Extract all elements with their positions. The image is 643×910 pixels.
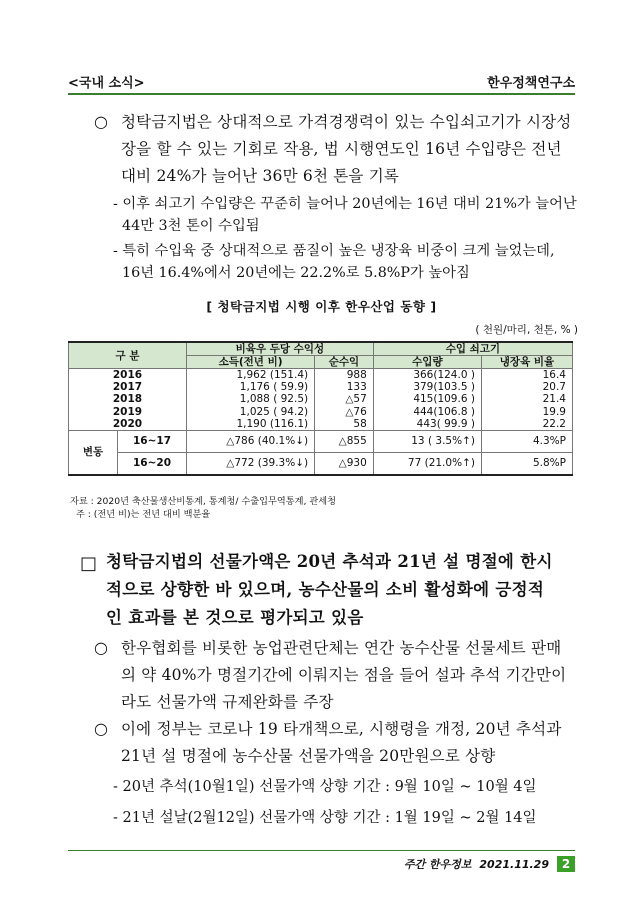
text-line: 16년 16.4%에서 20년에는 22.2%로 5.8%P가 높아짐 (122, 265, 470, 281)
net-cell: 988 (315, 369, 374, 382)
paragraph-association-claim (121, 635, 581, 716)
table-column-header: 순수익 (315, 356, 374, 369)
paragraph-government-action (121, 716, 581, 770)
chuseok-period: - 20년 추석(10월1일) 선물가액 상향 기간 : 9월 10일 ~ 10월 4일 (113, 779, 537, 795)
table-row (69, 393, 573, 405)
table-column-header: 냉장육 비율 (481, 356, 572, 369)
table-column-header: 수입량 (373, 356, 481, 369)
volume-cell: 13 ( 3.5%↑) (373, 430, 481, 452)
net-cell: △855 (315, 430, 374, 452)
organization-name: 한우정책연구소 (487, 76, 575, 91)
table-column-header: 소득(전년 비) (187, 356, 315, 369)
year-cell: 2018 (69, 393, 187, 405)
income-cell: △786 (40.1%↓) (187, 430, 315, 452)
table-unit: ( 천원/마리, 천톤, % ) (475, 324, 578, 336)
year-cell: 2016 (69, 369, 187, 382)
page-header (68, 70, 575, 92)
chilled-cell: 16.4 (481, 369, 572, 382)
paragraph-import-growth (121, 109, 581, 190)
section-heading-gift-limit (106, 548, 576, 632)
note-line: 주 : (전년 비)는 전년 대비 백분율 (76, 509, 211, 520)
income-cell: △772 (39.3%↓) (187, 452, 315, 475)
page-footer (404, 856, 575, 872)
income-cell: 1,088 ( 92.5) (187, 393, 315, 405)
text-line: 21년 설 명절에 농수산물 선물가액을 20만원으로 상향 (121, 747, 496, 765)
table-source (70, 495, 336, 521)
table-row (69, 430, 573, 452)
chilled-cell: 20.7 (481, 381, 572, 393)
industry-trend-table (68, 341, 573, 476)
chilled-cell: 21.4 (481, 393, 572, 405)
circle-bullet: ○ (94, 638, 108, 657)
text-line: 대비 24%가 늘어난 36만 6천 톤을 기록 (121, 167, 400, 185)
text-line: 의 약 40%가 명절기간에 이뤄지는 점을 들어 설과 추석 기간만이 (121, 666, 567, 684)
paragraph-import-trend (113, 193, 583, 237)
volume-cell: 366(124.0 ) (373, 369, 481, 382)
footer-divider (68, 850, 575, 851)
text-line: 44만 3천 톤이 수입됨 (122, 218, 260, 234)
paragraph-chilled-share (113, 240, 583, 284)
publication-name: 주간 한우정보 (403, 858, 472, 871)
section-label: <국내 소식> (68, 76, 145, 91)
table-title: [ 청탁금지법 시행 이후 한우산업 동향 ] (206, 299, 437, 314)
source-line: 자료 : 2020년 축산물생산비통계, 통계청/ 수출입무역통계, 관세청 (70, 496, 336, 507)
square-bullet: □ (80, 553, 98, 574)
net-cell: △930 (315, 452, 374, 475)
chilled-cell: 19.9 (481, 406, 572, 418)
text-line: 이에 정부는 코로나 19 타개책으로, 시행령을 개정, 20년 추석과 (121, 720, 562, 738)
income-cell: 1,962 (151.4) (187, 369, 315, 382)
net-cell: △76 (315, 406, 374, 418)
chilled-cell: 22.2 (481, 418, 572, 431)
table-row (69, 381, 573, 393)
net-cell: 58 (315, 418, 374, 431)
seollal-period: - 21년 설날(2월12일) 선물가액 상향 기간 : 1월 19일 ~ 2월 14일 (113, 810, 537, 826)
text-line: 라도 선물가액 규제완화를 주장 (121, 693, 334, 711)
period-cell: 16~20 (118, 452, 187, 475)
circle-bullet: ○ (94, 112, 108, 131)
table-group-header: 비육우 두당 수익성 (187, 342, 374, 356)
chilled-cell: 4.3%P (481, 430, 572, 452)
text-line: 장을 할 수 있는 기회로 작용, 법 시행연도인 16년 수입량은 전년 (121, 140, 562, 158)
income-cell: 1,025 ( 94.2) (187, 406, 315, 418)
year-cell: 2019 (69, 406, 187, 418)
net-cell: △57 (315, 393, 374, 405)
table-row (69, 452, 573, 475)
text-line: 인 효과를 본 것으로 평가되고 있음 (106, 608, 364, 627)
text-line: - 이후 쇠고기 수입량은 꾸준히 늘어나 20년에는 16년 대비 21%가 늘어난 (113, 196, 577, 212)
table-row (69, 406, 573, 418)
text-line: 적으로 상향한 바 있으며, 농수산물의 소비 활성화에 긍정적 (106, 580, 545, 599)
table-row (69, 369, 573, 382)
table-group-header: 수입 쇠고기 (373, 342, 572, 356)
volume-cell: 443( 99.9 ) (373, 418, 481, 431)
volume-cell: 379(103.5 ) (373, 381, 481, 393)
volume-cell: 444(106.8 ) (373, 406, 481, 418)
header-divider (68, 93, 575, 95)
volume-cell: 415(109.6 ) (373, 393, 481, 405)
chilled-cell: 5.8%P (481, 452, 572, 475)
income-cell: 1,176 ( 59.9) (187, 381, 315, 393)
year-cell: 2020 (69, 418, 187, 431)
table-corner-header: 구 분 (69, 342, 187, 369)
table-row (69, 418, 573, 431)
text-line: - 특히 수입육 중 상대적으로 품질이 높은 냉장육 비중이 크게 늘었는데, (113, 243, 555, 259)
income-cell: 1,190 (116.1) (187, 418, 315, 431)
period-cell: 16~17 (118, 430, 187, 452)
change-label-cell: 변동 (69, 430, 118, 475)
year-cell: 2017 (69, 381, 187, 393)
text-line: 한우협회를 비롯한 농업관련단체는 연간 농수산물 선물세트 판매 (121, 639, 562, 657)
text-line: 청탁금지법의 선물가액은 20년 추석과 21년 설 명절에 한시 (106, 552, 553, 571)
circle-bullet: ○ (94, 719, 108, 738)
publication-date: 2021.11.29 (479, 857, 549, 871)
text-line: 청탁금지법은 상대적으로 가격경쟁력이 있는 수입쇠고기가 시장성 (121, 113, 572, 131)
net-cell: 133 (315, 381, 374, 393)
volume-cell: 77 (21.0%↑) (373, 452, 481, 475)
page-number: 2 (557, 856, 575, 872)
